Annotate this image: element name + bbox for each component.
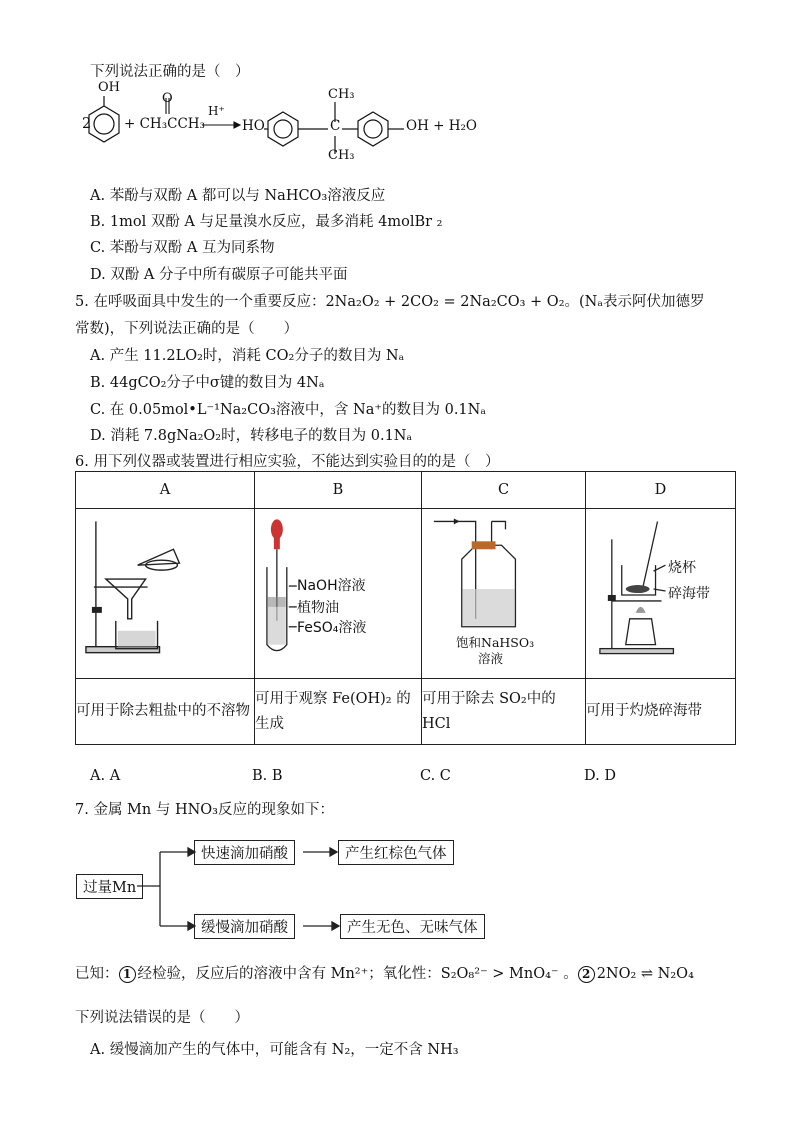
use-c: 可用于除去 SO₂中的 HCl [422, 679, 586, 745]
known-1: 经检验，反应后的溶液中含有 Mn²⁺；氧化性：S₂O₈²⁻ > MnO₄⁻ 。 [137, 966, 578, 982]
known-prefix: 已知： [75, 966, 119, 982]
q7-known [75, 962, 694, 983]
q4-option-c: C. 苯酚与双酚 A 互为同系物 [90, 240, 275, 256]
q4-option-a: A. 苯酚与双酚 A 都可以与 NaHCO₃溶液反应 [90, 188, 386, 204]
label-seaweed: 碎海带 [668, 586, 710, 602]
eq-ch3-bottom: CH₃ [328, 148, 355, 163]
label-feso4: FeSO₄溶液 [297, 620, 367, 636]
q5-option-a: A. 产生 11.2LO₂时，消耗 CO₂分子的数目为 Nₐ [90, 348, 405, 364]
q4-stem: 下列说法正确的是（ ） [90, 64, 250, 80]
q6-choice-c: C. C [420, 768, 451, 784]
q5-option-c: C. 在 0.05mol•L⁻¹Na₂CO₃溶液中，含 Na⁺的数目为 0.1Nₐ [90, 402, 486, 418]
label-naoh: NaOH溶液 [297, 578, 366, 594]
header-b: B [255, 472, 422, 509]
flow-fast-box: 快速滴加硝酸 [194, 840, 295, 865]
q4-option-d: D. 双酚 A 分子中所有碳原子可能共平面 [90, 267, 348, 283]
q5-option-d: D. 消耗 7.8gNa₂O₂时，转移电子的数目为 0.1Nₐ [90, 428, 413, 444]
circled-number-2: 2 [578, 966, 595, 983]
eq-center-c: C [330, 118, 341, 134]
eq-ch3-top: CH₃ [328, 87, 355, 102]
flow-slow-box: 缓慢滴加硝酸 [194, 914, 295, 939]
header-d: D [586, 472, 736, 509]
use-b: 可用于观察 Fe(OH)₂ 的生成 [255, 679, 422, 745]
header-c: C [422, 472, 586, 509]
use-a: 可用于除去粗盐中的不溶物 [76, 679, 255, 745]
flow-start-box: 过量Mn [76, 874, 143, 899]
q5-stem-line1: 5. 在呼吸面具中发生的一个重要反应：2Na₂O₂ + 2CO₂ = 2Na₂CO₃ + O₂。(Nₐ表示阿伏加德罗 [75, 294, 705, 310]
eq-coefficient: 2 [82, 116, 92, 132]
known-2: 2NO₂ ⇌ N₂O₄ [596, 966, 694, 982]
label-oil: 植物油 [297, 600, 339, 616]
label-nahso3-1: 饱和NaHSO₃ [456, 635, 535, 650]
label-nahso3-2: 溶液 [478, 651, 504, 666]
eq-carbonyl-o: O [162, 91, 173, 106]
q6-choice-a: A. A [90, 768, 121, 784]
q6-choice-b: B. B [252, 768, 283, 784]
q7-stem: 7. 金属 Mn 与 HNO₃反应的现象如下： [75, 802, 334, 818]
eq-oh-h2o: OH + H₂O [406, 118, 477, 134]
q7-stem2: 下列说法错误的是（ ） [75, 1010, 249, 1026]
q5-option-b: B. 44gCO₂分子中σ键的数目为 4Nₐ [90, 375, 325, 391]
label-beaker: 烧杯 [668, 560, 696, 576]
flow-fast-result-box: 产生红棕色气体 [338, 840, 454, 865]
q4-option-b: B. 1mol 双酚 A 与足量溴水反应，最多消耗 4molBr ₂ [90, 214, 443, 230]
eq-ho: HO [242, 118, 265, 134]
q5-stem-line2: 常数)，下列说法正确的是（ ） [75, 321, 299, 337]
flow-slow-result-box: 产生无色、无味气体 [340, 914, 485, 939]
eq-phenol-oh: OH [98, 80, 120, 95]
eq-acetone: + CH₃CCH₃ [124, 116, 205, 132]
circled-number-1: 1 [119, 966, 136, 983]
q6-stem: 6. 用下列仪器或装置进行相应实验，不能达到实验目的的是（ ） [75, 454, 500, 470]
eq-catalyst: H⁺ [208, 104, 225, 118]
q6-choice-d: D. D [584, 768, 616, 784]
q7-option-a: A. 缓慢滴加产生的气体中，可能含有 N₂，一定不含 NH₃ [90, 1042, 459, 1058]
header-a: A [76, 472, 255, 509]
use-d: 可用于灼烧碎海带 [586, 679, 736, 745]
